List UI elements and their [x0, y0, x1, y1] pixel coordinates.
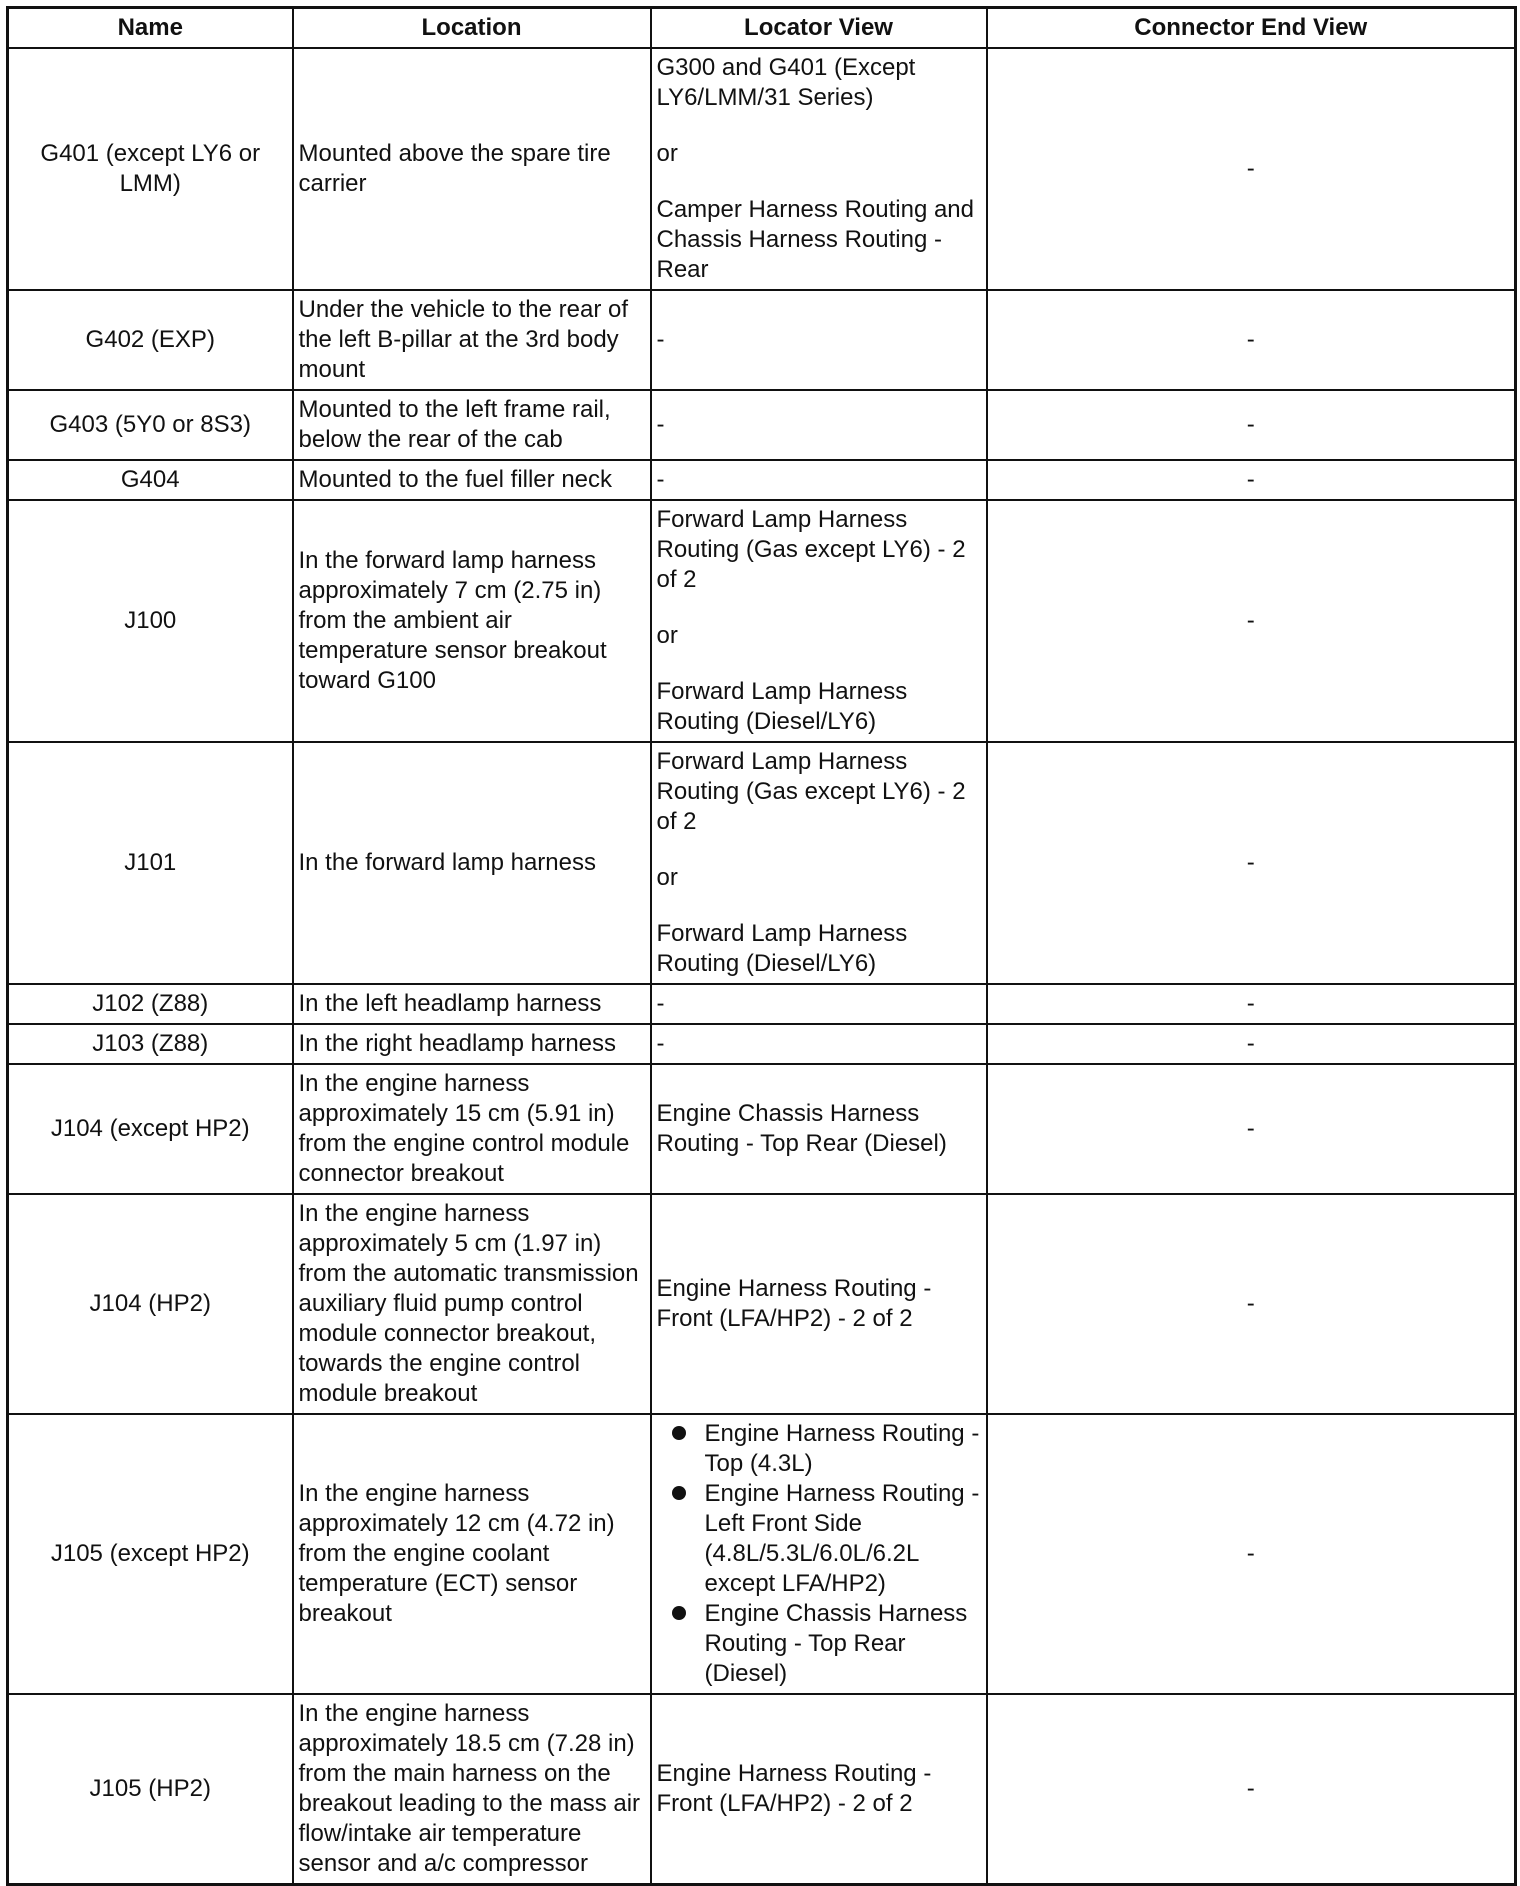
row-locator-view: [651, 1414, 987, 1694]
row-locator-view: -: [651, 984, 987, 1024]
locator-view-text: Engine Harness Routing - Left Front Side (4.8L/5.3L/6.0L/6.2L except LFA/HP2): [704, 1480, 980, 1597]
table-row: [8, 1694, 1516, 1885]
row-locator-view: -: [651, 1024, 987, 1064]
row-name: J104 (HP2): [8, 1194, 293, 1414]
row-connector-end-view: -: [987, 500, 1516, 742]
row-connector-end-view: -: [987, 390, 1516, 460]
locator-view-or: or: [656, 140, 678, 167]
row-name: G404: [8, 460, 293, 500]
table-row: [8, 390, 1516, 460]
row-location: In the engine harness approximately 15 cm (5.91 in) from the engine control module connector breakout: [293, 1064, 651, 1194]
locator-view-text: G300 and G401 (Except LY6/LMM/31 Series): [656, 54, 916, 111]
locator-view-text: Forward Lamp Harness Routing (Gas except LY6) - 2 of 2: [656, 748, 966, 835]
row-name: G403 (5Y0 or 8S3): [8, 390, 293, 460]
row-location: In the engine harness approximately 5 cm (1.97 in) from the automatic transmission auxiliary fluid pump control module connector breakout, towards the engine control module breakout: [293, 1194, 651, 1414]
table-row: [8, 48, 1516, 290]
locator-view-text: Forward Lamp Harness Routing (Gas except LY6) - 2 of 2: [656, 506, 966, 593]
row-name: J105 (except HP2): [8, 1414, 293, 1694]
locator-view-text: Camper Harness Routing and Chassis Harness Routing - Rear: [656, 196, 974, 283]
locator-view-bullet-list: [657, 1419, 981, 1689]
row-connector-end-view: -: [987, 984, 1516, 1024]
list-item: [705, 1479, 981, 1599]
row-connector-end-view: -: [987, 290, 1516, 390]
bullet-icon: [672, 1426, 686, 1440]
header-locator-view: Locator View: [651, 8, 987, 49]
header-row: [8, 8, 1516, 49]
locator-view-text: Engine Chassis Harness Routing - Top Rear (Diesel): [704, 1600, 968, 1687]
row-locator-view: [651, 500, 987, 742]
row-name: J103 (Z88): [8, 1024, 293, 1064]
locator-view-text: Engine Harness Routing - Top (4.3L): [704, 1420, 980, 1477]
row-location: In the engine harness approximately 12 cm (4.72 in) from the engine coolant temperature (ECT) sensor breakout: [293, 1414, 651, 1694]
header-name: Name: [8, 8, 293, 49]
table-row: [8, 500, 1516, 742]
row-name: J101: [8, 742, 293, 984]
row-name: G402 (EXP): [8, 290, 293, 390]
row-locator-view: -: [651, 290, 987, 390]
row-name: J102 (Z88): [8, 984, 293, 1024]
row-locator-view: -: [651, 390, 987, 460]
table-row: [8, 984, 1516, 1024]
row-locator-view: -: [651, 460, 987, 500]
row-locator-view: [651, 48, 987, 290]
row-locator-view: Engine Chassis Harness Routing - Top Rear (Diesel): [651, 1064, 987, 1194]
row-connector-end-view: -: [987, 742, 1516, 984]
table-row: [8, 1414, 1516, 1694]
locator-view-or: or: [656, 622, 678, 649]
locator-view-text: Forward Lamp Harness Routing (Diesel/LY6): [656, 678, 908, 735]
row-location: In the right headlamp harness: [293, 1024, 651, 1064]
row-location: Under the vehicle to the rear of the left B-pillar at the 3rd body mount: [293, 290, 651, 390]
row-connector-end-view: -: [987, 460, 1516, 500]
row-location: In the forward lamp harness: [293, 742, 651, 984]
row-connector-end-view: -: [987, 48, 1516, 290]
header-connector-end-view: Connector End View: [987, 8, 1516, 49]
row-name: J100: [8, 500, 293, 742]
table-row: [8, 290, 1516, 390]
row-location: Mounted to the fuel filler neck: [293, 460, 651, 500]
row-location: Mounted to the left frame rail, below the rear of the cab: [293, 390, 651, 460]
row-locator-view: Engine Harness Routing - Front (LFA/HP2) - 2 of 2: [651, 1194, 987, 1414]
row-name: J104 (except HP2): [8, 1064, 293, 1194]
list-item: [705, 1599, 981, 1689]
row-name: J105 (HP2): [8, 1694, 293, 1885]
table-row: [8, 742, 1516, 984]
row-name: G401 (except LY6 or LMM): [8, 48, 293, 290]
table-row: [8, 1064, 1516, 1194]
table-row: [8, 1194, 1516, 1414]
table-row: [8, 460, 1516, 500]
list-item: [705, 1419, 981, 1479]
row-locator-view: Engine Harness Routing - Front (LFA/HP2) - 2 of 2: [651, 1694, 987, 1885]
row-connector-end-view: -: [987, 1024, 1516, 1064]
row-location: In the forward lamp harness approximately 7 cm (2.75 in) from the ambient air temperature sensor breakout toward G100: [293, 500, 651, 742]
row-location: Mounted above the spare tire carrier: [293, 48, 651, 290]
bullet-icon: [672, 1486, 686, 1500]
row-location: In the engine harness approximately 18.5 cm (7.28 in) from the main harness on the breakout leading to the mass air flow/intake air temperature sensor and a/c compressor: [293, 1694, 651, 1885]
bullet-icon: [672, 1606, 686, 1620]
row-connector-end-view: -: [987, 1064, 1516, 1194]
row-connector-end-view: -: [987, 1414, 1516, 1694]
locator-view-text: Forward Lamp Harness Routing (Diesel/LY6): [656, 920, 908, 977]
locator-view-or: or: [656, 864, 678, 891]
table-row: [8, 1024, 1516, 1064]
row-locator-view: [651, 742, 987, 984]
row-location: In the left headlamp harness: [293, 984, 651, 1024]
connector-locations-table: [6, 6, 1517, 1886]
row-connector-end-view: -: [987, 1694, 1516, 1885]
header-location: Location: [293, 8, 651, 49]
row-connector-end-view: -: [987, 1194, 1516, 1414]
